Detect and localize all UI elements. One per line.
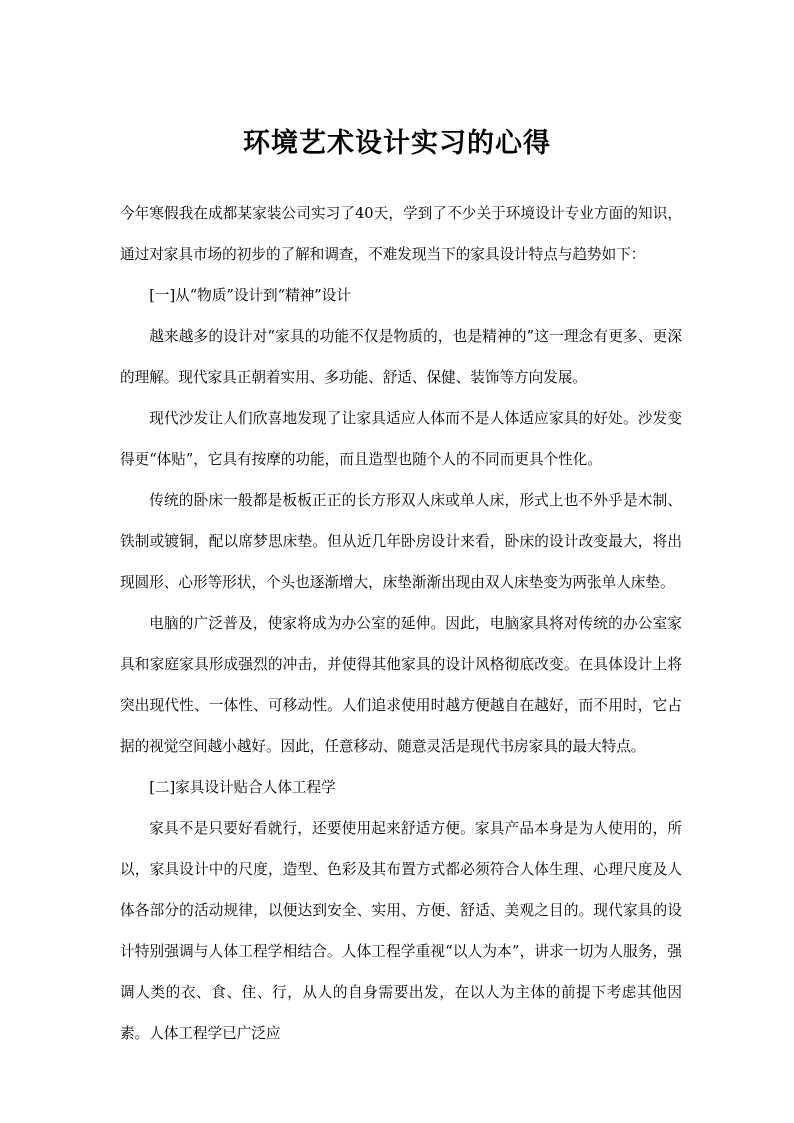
- section-heading-2: [二]家具设计贴合人体工程学: [149, 779, 336, 796]
- document-body: [120, 193, 682, 1054]
- paragraph: 电脑的广泛普及，使家将成为办公室的延伸。因此，电脑家具将对传统的办公室家具和家庭家具形成强烈的冲击，并使得其他家具的设计风格彻底改变。在具体设计上将突出现代性、一体性、可移动性。人们追求使用时越方便越自在越好，而不用时，它占据的视觉空间越小越好。因此，任意移动、随意灵活是现代书房家具的最大特点。: [120, 615, 682, 755]
- paragraph: 家具不是只要好看就行，还要使用起来舒适方便。家具产品本身是为人使用的，所以，家具设计中的尺度，造型、色彩及其布置方式都必须符合人体生理、心理尺度及人体各部分的活动规律，以便达到安全、实用、方便、舒适、美观之目的。现代家具的设计特别强调与人体工程学相结合。人体工程学重视“以人为本”，讲求一切为人服务，强调人类的衣、食、住、行，从人的自身需要出发，在以人为主体的前提下考虑其他因素。人体工程学已广泛应: [120, 820, 682, 1042]
- intro-paragraph: 今年寒假我在成都某家装公司实习了40天，学到了不少关于环境设计专业方面的知识，通过对家具市场的初步的了解和调查，不难发现当下的家具设计特点与趋势如下：: [120, 205, 682, 263]
- section-heading-1: [一]从“物质”设计到“精神”设计: [149, 287, 351, 304]
- document-title: 环境艺术设计实习的心得: [243, 128, 551, 159]
- paragraph: 传统的卧床一般都是板板正正的长方形双人床或单人床，形式上也不外乎是木制、铁制或镀铜，配以席梦思床垫。但从近几年卧房设计来看，卧床的设计改变最大，将出现圆形、心形等形状，个头也逐渐增大，床垫渐渐出现由双人床垫变为两张单人床垫。: [120, 492, 682, 591]
- paragraph: 现代沙发让人们欣喜地发现了让家具适应人体而不是人体适应家具的好处。沙发变得更“体贴”，它具有按摩的功能，而且造型也随个人的不同而更具个性化。: [120, 410, 682, 468]
- paragraph: 越来越多的设计对“家具的功能不仅是物质的，也是精神的”这一理念有更多、更深的理解。现代家具正朝着实用、多功能、舒适、保健、装饰等方向发展。: [120, 328, 682, 386]
